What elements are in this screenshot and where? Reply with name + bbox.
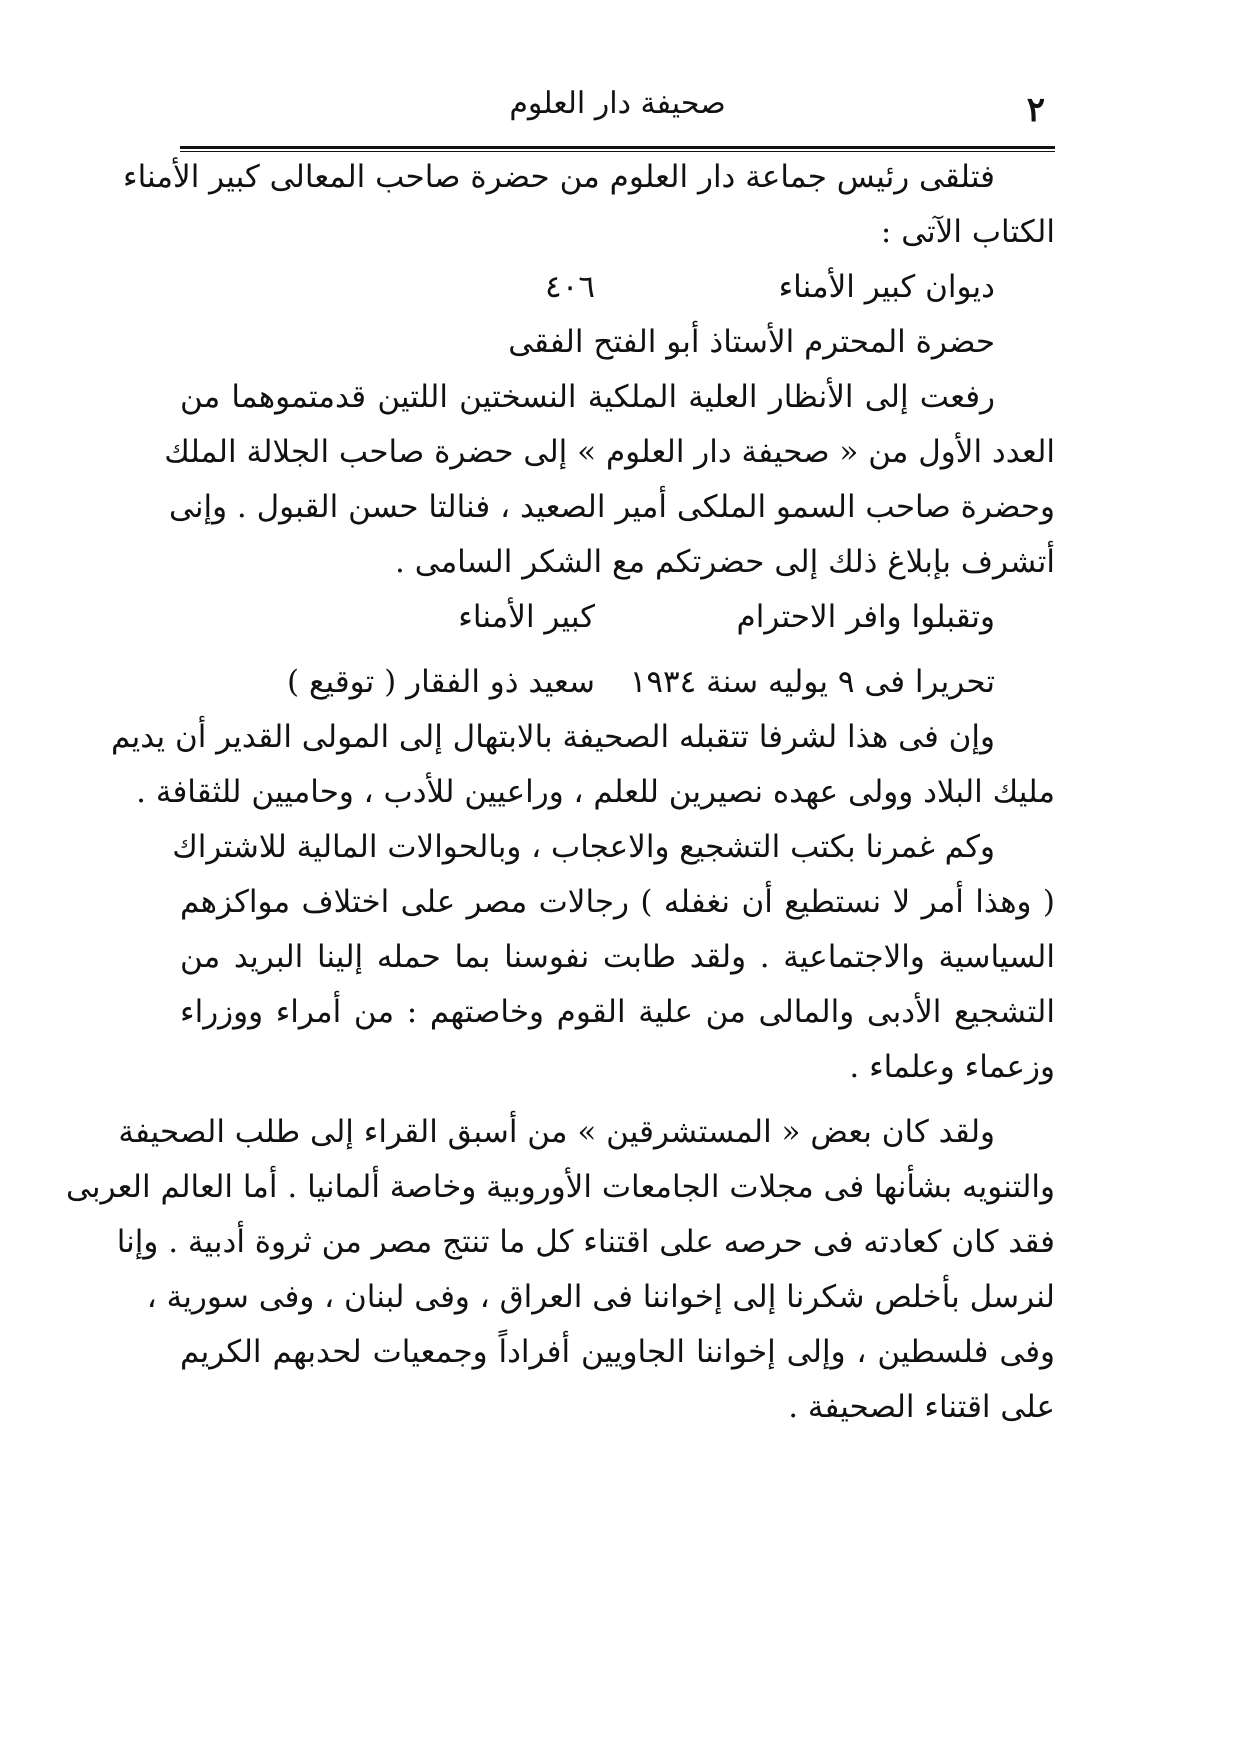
paragraph-line: فقد كان كعادته فى حرصه على اقتناء كل ما تنتج مصر من ثروة أدبية . وإنا	[116, 1224, 1055, 1260]
signer-title: كبير الأمناء	[458, 599, 595, 635]
paragraph-line: وزعماء وعلماء .	[849, 1049, 1055, 1085]
page-header	[180, 78, 1055, 134]
date-row	[180, 655, 1055, 710]
closing: وتقبلوا وافر الاحترام	[736, 599, 995, 635]
paragraph-line: على اقتناء الصحيفة .	[788, 1389, 1055, 1425]
office-name: ديوان كبير الأمناء	[778, 269, 995, 305]
letter-line: رفعت إلى الأنظار العلية الملكية النسختين اللتين قدمتموهما من	[180, 379, 995, 415]
paragraph-line: والتنويه بشأنها فى مجلات الجامعات الأوروبية وخاصة ألمانيا . أما العالم العربى	[66, 1169, 1055, 1205]
paragraph-line: وكم غمرنا بكتب التشجيع والاعجاب ، وبالحوالات المالية للاشتراك	[172, 829, 995, 865]
addressee: حضرة المحترم الأستاذ أبو الفتح الفقى	[508, 324, 995, 360]
page-number: ٢	[1026, 90, 1045, 130]
letter-line: العدد الأول من « صحيفة دار العلوم » إلى حضرة صاحب الجلالة الملك	[164, 434, 1055, 470]
paragraph-line: السياسية والاجتماعية . ولقد طابت نفوسنا بما حمله إلينا البريد من	[180, 939, 1055, 975]
letter-date: تحريرا فى ٩ يوليه سنة ١٩٣٤	[629, 664, 995, 700]
letter-head	[180, 260, 1055, 315]
closing-row	[180, 590, 1055, 645]
paragraph-line: فتلقى رئيس جماعة دار العلوم من حضرة صاحب المعالى كبير الأمناء	[123, 159, 995, 195]
paragraph-line: التشجيع الأدبى والمالى من علية القوم وخاصتهم : من أمراء ووزراء	[180, 994, 1055, 1030]
signature: سعيد ذو الفقار ( توقيع )	[287, 664, 595, 700]
paragraph-line: الكتاب الآتى :	[880, 214, 1055, 250]
paragraph-line: مليك البلاد وولى عهده نصيرين للعلم ، وراعيين للأدب ، وحاميين للثقافة .	[136, 774, 1055, 810]
header-rule	[180, 146, 1055, 149]
letter-line: وحضرة صاحب السمو الملكى أمير الصعيد ، فنالتا حسن القبول . وإنى	[169, 489, 1055, 525]
page-body	[66, 150, 1055, 1435]
letter-number: ٤٠٦	[545, 269, 595, 305]
paragraph-line: ولقد كان بعض « المستشرقين » من أسبق القراء إلى طلب الصحيفة	[118, 1114, 995, 1150]
paragraph-line: وفى فلسطين ، وإلى إخواننا الجاويين أفراداً وجمعيات لحدبهم الكريم	[180, 1334, 1055, 1370]
letter-line: أتشرف بإبلاغ ذلك إلى حضرتكم مع الشكر السامى .	[395, 544, 1055, 580]
paragraph-line: لنرسل بأخلص شكرنا إلى إخواننا فى العراق ، وفى لبنان ، وفى سورية ،	[146, 1279, 1055, 1315]
paragraph-line: وإن فى هذا لشرفا تتقبله الصحيفة بالابتهال إلى المولى القدير أن يديم	[110, 719, 995, 755]
running-title: صحيفة دار العلوم	[509, 86, 726, 121]
paragraph-line: ( وهذا أمر لا نستطيع أن نغفله ) رجالات مصر على اختلاف مواكزهم	[180, 884, 1055, 920]
